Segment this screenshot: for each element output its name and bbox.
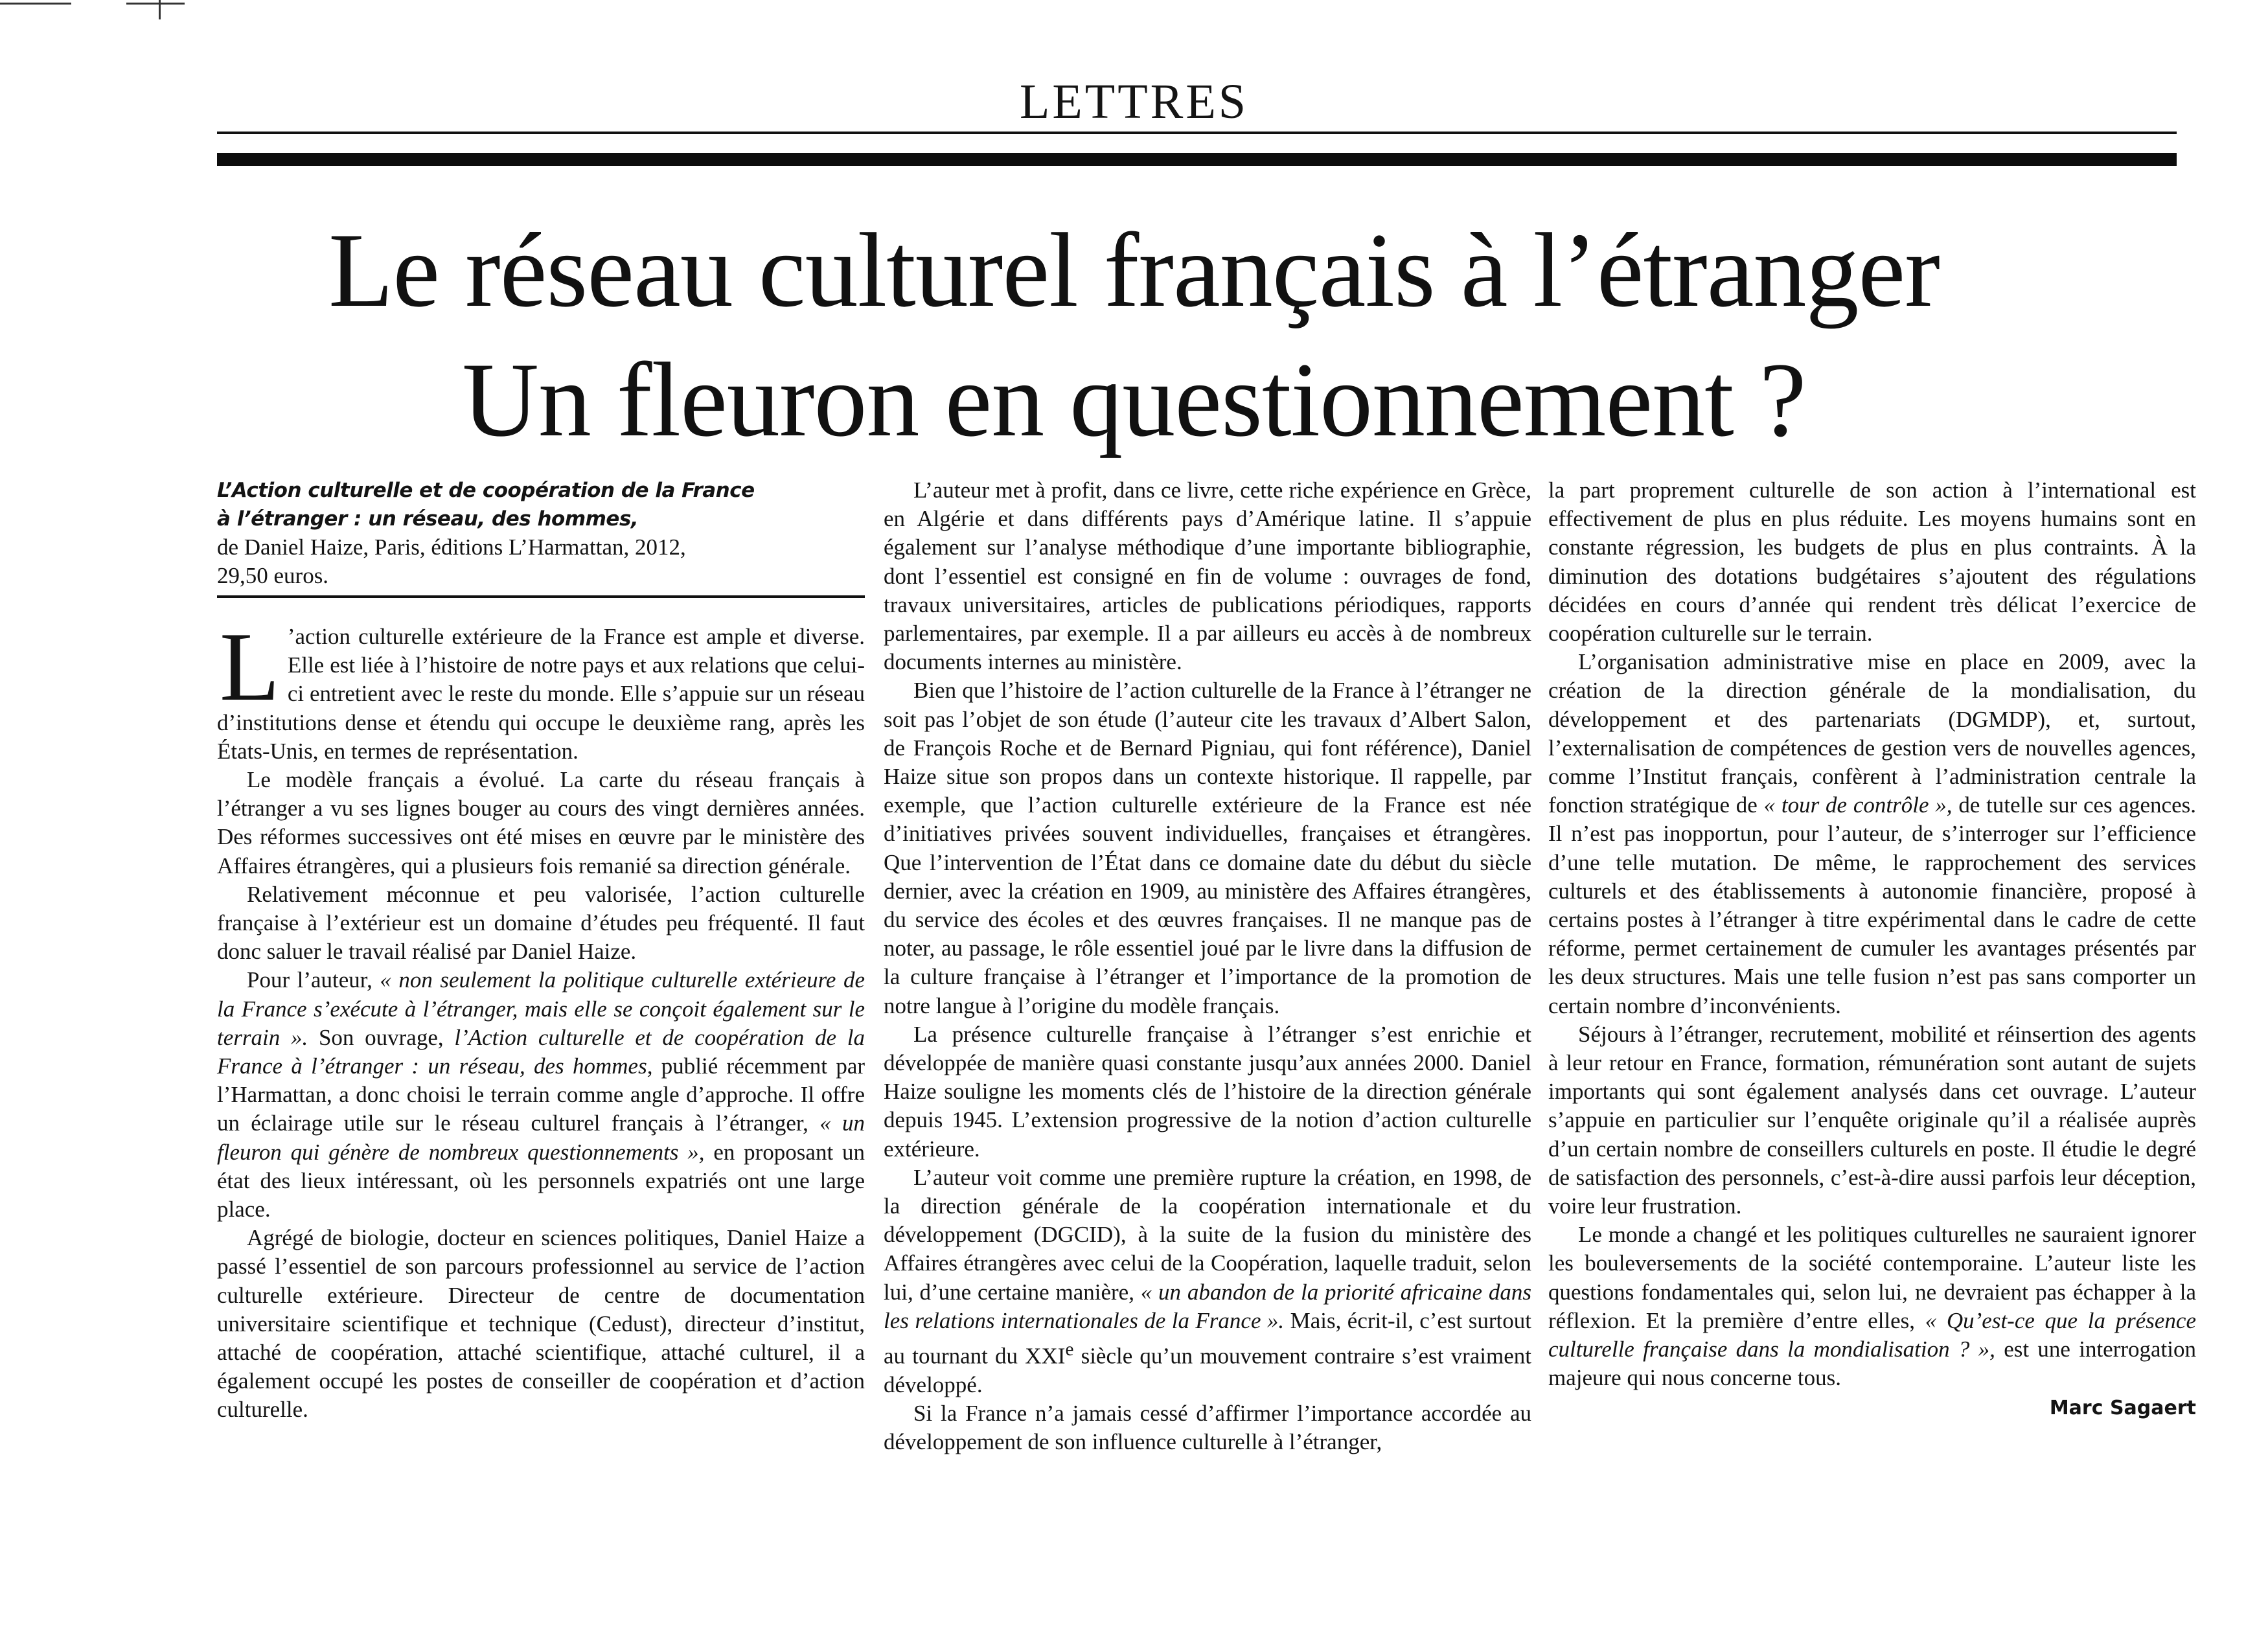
crop-mark: [159, 0, 161, 19]
paragraph: Bien que l’histoire de l’action culturelle de la France à l’étranger ne soit pas l’objet de son étude (l’auteur cite les travaux d’Albert Salon, de François Roche et de Bernard Pigniau, qui font référence), Daniel Haize situe son propos dans un contexte historique. Il rappelle, par exemple, que l’action culturelle extérieure de la France est née d’initiatives privées souvent individuelles, françaises et étrangères. Que l’intervention de l’État dans ce domaine date du début du siècle dernier, avec la création en 1909, au ministère des Affaires étrangères, du service des écoles et des œuvres françaises. Il ne manque pas de noter, au passage, le rôle essentiel joué par le livre dans la diffusion de la culture française à l’étranger et l’importance de la promotion de notre langue à l’origine du modèle français.: [884, 678, 1531, 1018]
paragraph: la part proprement culturelle de son action à l’international est effectivement de plus en plus réduite. Les moyens humains sont en constante régression, les budgets de plus en plus contraints. À la diminution des dotations budgétaires s’ajoutent des régulations décidées en cours d’année qui rendent très délicat l’exercice de coopération culturelle sur le terrain.: [1548, 477, 2196, 647]
quote: « un abandon de la priorité africaine dans les relations internationales de la France ».: [884, 1279, 1531, 1333]
paragraph-text: Le monde a changé et les politiques culturelles ne sauraient ignorer les bouleversements de la société contemporaine. L’auteur liste les questions fondamentales qui, selon lui, ne devraient pas échapper à la réflexion. Et la première d’entre elles,: [1548, 1222, 2196, 1333]
book-info-line: 29,50 euros.: [217, 563, 329, 588]
quote: « tour de contrôle »,: [1763, 792, 1953, 818]
headline: [0, 206, 2268, 465]
paragraph-text: en proposant un état des lieux intéressant, où les personnels expatriés ont une large place.: [217, 1139, 865, 1222]
book-title-inline: l’Action culturelle et de coopération de la France à l’étranger : un réseau, des hommes,: [217, 1024, 865, 1079]
book-info: [217, 533, 865, 590]
book-title-line: L’Action culturelle et de coopération de la France: [217, 479, 755, 502]
rubric-rule-thin: [217, 132, 2177, 134]
paragraph: [1548, 648, 2196, 1020]
paragraph-text: publié récemment par l’Harmattan, a donc choisi le terrain comme angle d’approche. Il offre un éclairage utile sur le réseau culturel français à l’étranger,: [217, 1053, 865, 1136]
drop-cap: L: [220, 612, 280, 721]
paragraph-text: ’action culturelle extérieure de la France est ample et diverse. Elle est liée à l’histoire de notre pays et aux relations que celui-ci entretient avec le reste du monde. Elle s’appuie sur un réseau d’institutions dense et étendu qui occupe le deuxième rang, après les États-Unis, en termes de représentation.: [217, 624, 865, 764]
paragraph-text: est une interrogation majeure qui nous concerne tous.: [1548, 1337, 2196, 1391]
paragraph-text: siècle qu’un mouvement contraire s’est vraiment développé.: [884, 1343, 1531, 1397]
author-signature: Marc Sagaert: [2049, 1396, 2196, 1419]
paragraph-text: de tutelle sur ces agences. Il n’est pas inopportun, pour l’auteur, de s’interroger sur l’efficience d’une telle mutation. De même, le rapprochement des services culturels et des établissements à autonomie financière, proposé à certains postes à l’étranger à titre expérimental dans le cadre de cette réforme, permet certainement de cumuler les avantages présentés par les deux structures. Mais une telle fusion n’est pas sans comporter un certain nombre d’inconvénients.: [1548, 792, 2196, 1018]
book-title-line: à l’étranger : un réseau, des hommes,: [217, 507, 639, 531]
paragraph-text: L’organisation administrative mise en place en 2009, avec la création de la direction générale de la mondialisation, du développement et des partenariats (DGMDP), et, surtout, l’externalisation de compétences de gestion vers de nouvelles agences, comme l’Institut français, confèrent à l’administration centrale la fonction stratégique de: [1548, 649, 2196, 818]
paragraph: Agrégé de biologie, docteur en sciences politiques, Daniel Haize a passé l’essentiel de son parcours professionnel au service de l’action culturelle extérieure. Directeur de centre de documentation universitaire scientifique et technique (Cedust), directeur d’institut, attaché de coopération, attaché scientifique, attaché culturel, il a également occupé les postes de conseiller de coopération et d’action culturelle.: [217, 1225, 865, 1423]
paragraph: Si la France n’a jamais cessé d’affirmer l’importance accordée au développement de son influence culturelle à l’étranger,: [884, 1401, 1531, 1455]
paragraph: [217, 612, 865, 766]
paragraph: [1548, 1221, 2196, 1392]
superscript: e: [1065, 1339, 1074, 1360]
paragraph: Séjours à l’étranger, recrutement, mobilité et réinsertion des agents à leur retour en France, formation, rémunération sont autant de sujets importants qui sont également analysés dans cet ouvrage. L’auteur s’appuie en particulier sur l’enquête originale qu’il a réalisée auprès d’un certain nombre de conseillers culturels en poste. Il étudie le degré de satisfaction des personnels, c’est-à-dire aussi parfois leur déception, voire leur frustration.: [1548, 1021, 2196, 1219]
paragraph-text: Pour l’auteur,: [247, 967, 380, 993]
paragraph-text: L’auteur voit comme une première rupture la création, en 1998, de la direction générale de la coopération internationale et du développement (DGCID), à la suite de la fusion du ministère des Affaires étrangères avec celui de la Coopération, laquelle traduit, selon lui, d’une certaine manière,: [884, 1164, 1531, 1305]
quote: « Qu’est-ce que la présence culturelle française dans la mondialisation ? »,: [1548, 1307, 2196, 1362]
rubric-rule-thick: [217, 153, 2177, 166]
article-column-3: [1548, 476, 2196, 1424]
quote: « un fleuron qui génère de nombreux questionnements »,: [217, 1110, 865, 1165]
book-info-line: de Daniel Haize, Paris, éditions L’Harmattan, 2012,: [217, 534, 686, 560]
section-rubric: LETTRES: [1019, 75, 1249, 129]
paragraph-text: Mais, écrit-il, c’est surtout au tournant du XXI: [884, 1307, 1531, 1369]
paragraph: [217, 966, 865, 1224]
paragraph: L’auteur met à profit, dans ce livre, cette riche expérience en Grèce, en Algérie et dans différents pays d’Amérique latine. Il s’appuie également sur l’analyse méthodique d’une importante bibliographie, dont l’essentiel est consigné en fin de volume : ouvrages de fond, travaux universitaires, articles de publications périodiques, rapports parlementaires, par exemple. Il a par ailleurs eu accès à de nombreux documents internes au ministère.: [884, 477, 1531, 675]
crop-mark: [126, 3, 185, 5]
paragraph: Le modèle français a évolué. La carte du réseau français à l’étranger a vu ses lignes bouger au cours des vingt dernières années. Des réformes successives ont été mises en œuvre par le ministère des Affaires étrangères, qui a plusieurs fois remanié sa direction générale.: [217, 767, 865, 878]
book-rule: [217, 595, 865, 598]
article-column-1: [217, 476, 865, 1425]
crop-mark: [0, 3, 71, 5]
article-column-2: [884, 476, 1531, 1457]
quote: « non seulement la politique culturelle extérieure de la France s’exécute à l’étranger, mais elle se conçoit également sur le terrain ».: [217, 967, 865, 1050]
paragraph: [884, 1164, 1531, 1399]
paragraph-text: Son ouvrage,: [308, 1024, 455, 1050]
headline-line-1: Le réseau culturel français à l’étranger: [328, 212, 1940, 329]
book-title: [217, 476, 774, 533]
paragraph: La présence culturelle française à l’étranger s’est enrichie et développée de manière quasi constante jusqu’aux années 2000. Daniel Haize souligne les moments clés de l’histoire de la direction générale depuis 1945. L’extension progressive de la notion d’action culturelle extérieure.: [884, 1021, 1531, 1162]
headline-line-2: Un fleuron en questionnement ?: [462, 341, 1806, 459]
paragraph: Relativement méconnue et peu valorisée, l’action culturelle française à l’extérieur est un domaine d’études peu fréquenté. Il faut donc saluer le travail réalisé par Daniel Haize.: [217, 881, 865, 965]
